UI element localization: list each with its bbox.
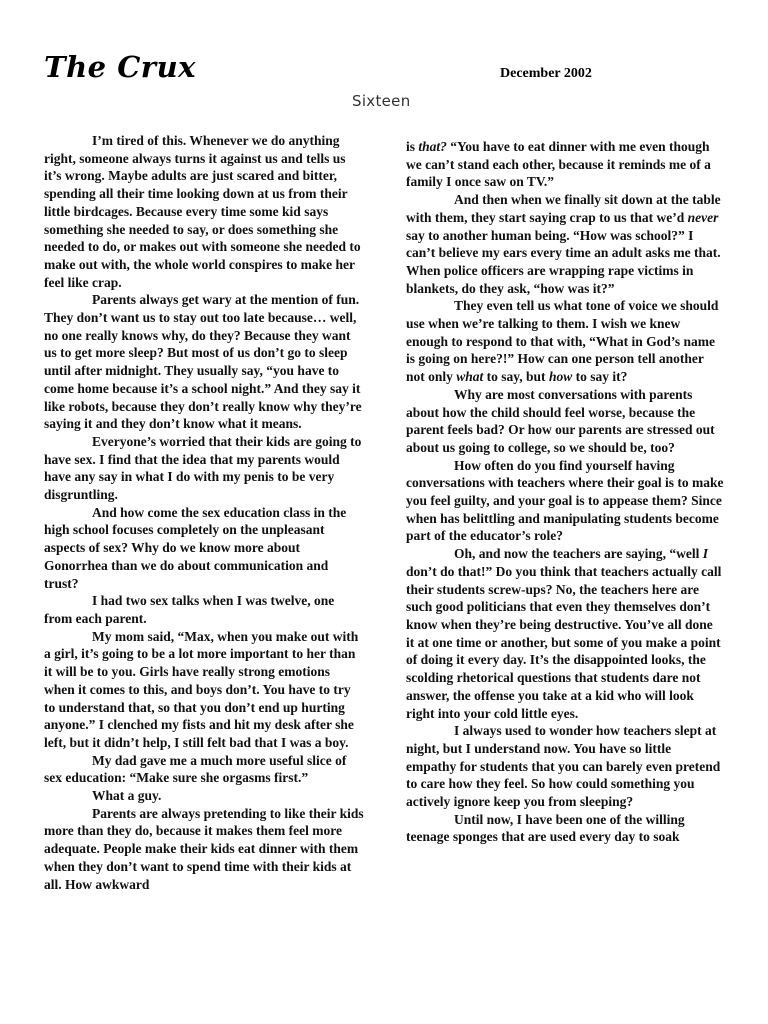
emphasis: how <box>548 369 573 385</box>
text-run: And then when we finally sit down at the table with them, they start saying crap to us that we’d <box>406 192 721 225</box>
emphasis: never <box>687 209 719 225</box>
article-column-left <box>44 132 364 893</box>
paragraph: How often do you find yourself having conversations with teachers where their goal is to make you feel guilty, and your goal is to appease them? Since when has belittling and manipulating students become part of the educator’s role? <box>406 457 724 544</box>
paragraph: Parents are always pretending to like their kids more than they do, because it makes them feel more adequate. People make their kids eat dinner with them when they don’t want to spend time with their kids at all. How awkward <box>44 805 364 892</box>
text-run: to say, but <box>483 369 549 385</box>
paragraph-continuation <box>406 138 724 191</box>
text-run: “You have to eat dinner with me even though we can’t stand each other, because it reminds me of a family I once saw on TV.” <box>406 139 711 190</box>
paragraph: I’m tired of this. Whenever we do anything right, someone always turns it against us and tells us it’s wrong. Maybe adults are just scared and bitter, spending all their time looking down at us from their little birdcages. Because every time some kid says something she needed to say, or does something she needed to do, or makes out with someone she needed to make out with, the whole world conspires to make her feel like crap. <box>44 133 361 290</box>
article-title: Sixteen <box>352 92 411 110</box>
text-run: don’t do that!” Do you think that teachers actually call their students screw-ups? No, the teachers here are such good politicians that even they themselves don’t know when they’re being destructive. You’ve all done it at one time or another, but some of you make a point of doing it every day. It’s the disappointed looks, the scolding rhetorical questions that students dare not answer, the offense you take at a kid who will look right into your cold little eyes. <box>406 563 722 721</box>
paragraph <box>406 297 724 386</box>
paragraph: Until now, I have been one of the willing teenage sponges that are used every day to soak <box>406 811 685 845</box>
paragraph: Parents always get wary at the mention of fun. They don’t want us to stay out too late because… well, no one really knows why, do they? Because they want us to get more sleep? But most of us don’t go to sleep until after midnight. They usually say, “you have to come home because it’s a school night.” And they say it like robots, because they don’t really know why they’re saying it and they don’t know what it means. <box>44 292 362 432</box>
paragraph: What a guy. <box>92 788 162 804</box>
text-run: They even tell us what tone of voice we should use when we’re talking to them. I wish we knew enough to respond to that with, “What in God’s name is going on here?!” How can one person tell another not only <box>406 298 719 385</box>
paragraph: Why are most conversations with parents about how the child should feel worse, because the parent feels bad? Or how our parents are stressed out about us going to college, so we should be, too? <box>406 386 715 455</box>
issue-date: December 2002 <box>500 66 592 81</box>
text-run: say to another human being. “How was school?” I can’t believe my ears every time an adult asks me that. When police officers are wrapping rape victims in blankets, do they ask, “how was it?” <box>406 227 721 296</box>
text-run: is <box>406 139 419 154</box>
paragraph: I always used to wonder how teachers slept at night, but I understand now. You have so little empathy for students that you can barely even pretend to care how they feel. So how could something you actively ignore keep you from sleeping? <box>406 723 721 810</box>
paragraph: I had two sex talks when I was twelve, one from each parent. <box>44 593 335 626</box>
text-run: to say it? <box>572 369 628 385</box>
paragraph <box>406 545 724 722</box>
paragraph: My mom said, “Max, when you make out with a girl, it’s going to be a lot more important to her than it will be to you. Girls have really strong emotions when it comes to this, and boys don’t. You have to try to understand that, so that you don’t end up hurting anyone.” I clenched my fists and hit my desk after she left, but it didn’t help, I still felt bad that I was a boy. <box>44 628 359 750</box>
paragraph: My dad gave me a much more useful slice of sex education: “Make sure she orgasms first.” <box>44 752 347 786</box>
paragraph: Everyone’s worried that their kids are going to have sex. I find that the idea that my parents would have any say in what I do with my penis to be very disgruntling. <box>44 433 362 503</box>
masthead-title: The Crux <box>44 50 196 84</box>
emphasis: that? <box>418 139 447 154</box>
paragraph: And how come the sex education class in the high school focuses completely on the unpleasant aspects of sex? Why do we know more about Gonorrhea than we do about communication and trust? <box>44 504 347 591</box>
emphasis: what <box>456 369 484 385</box>
paragraph <box>406 191 724 297</box>
emphasis: I <box>702 546 709 562</box>
text-run: Oh, and now the teachers are saying, “well <box>454 546 703 562</box>
article-column-right <box>406 138 724 846</box>
